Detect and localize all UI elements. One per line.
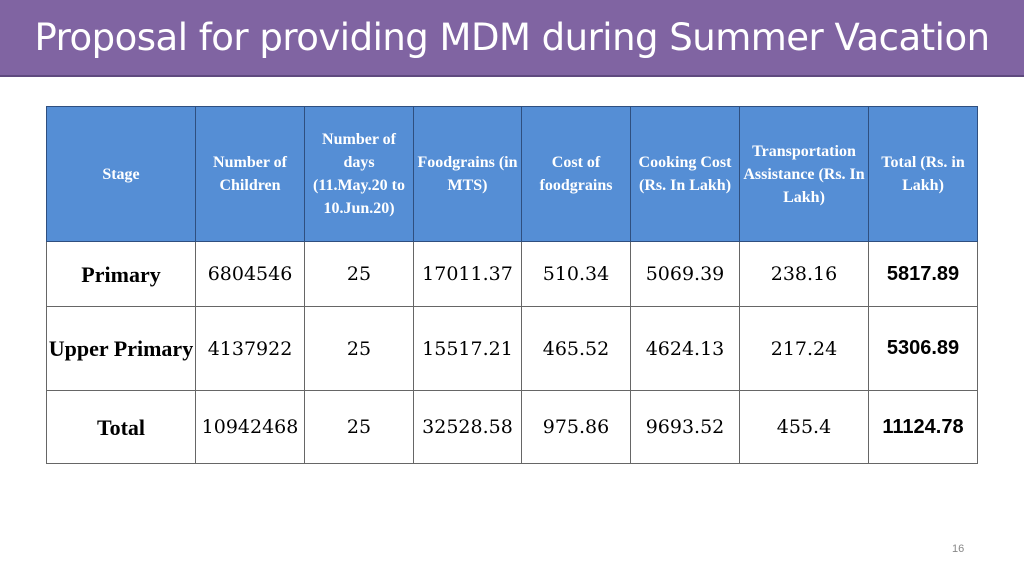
mdm-proposal-table	[46, 106, 978, 464]
cell-cooking-cost: 4624.13	[631, 307, 740, 391]
cell-total: 11124.78	[869, 391, 978, 464]
cell-days: 25	[305, 242, 414, 307]
header-number-of-children: Number of Children	[196, 107, 305, 242]
header-cost-of-foodgrains: Cost of foodgrains	[522, 107, 631, 242]
cell-children: 4137922	[196, 307, 305, 391]
cell-total: 5817.89	[869, 242, 978, 307]
cell-total: 5306.89	[869, 307, 978, 391]
cell-cooking-cost: 5069.39	[631, 242, 740, 307]
cell-days: 25	[305, 307, 414, 391]
cell-cost-foodgrains: 510.34	[522, 242, 631, 307]
cell-transport: 217.24	[740, 307, 869, 391]
page-number: 16	[952, 543, 965, 555]
header-foodgrains: Foodgrains (in MTS)	[414, 107, 522, 242]
cell-cooking-cost: 9693.52	[631, 391, 740, 464]
title-bar	[0, 0, 1024, 77]
cell-cost-foodgrains: 465.52	[522, 307, 631, 391]
cell-foodgrains: 32528.58	[414, 391, 522, 464]
cell-stage: Total	[47, 391, 196, 464]
header-stage: Stage	[47, 107, 196, 242]
cell-cost-foodgrains: 975.86	[522, 391, 631, 464]
cell-foodgrains: 15517.21	[414, 307, 522, 391]
cell-stage: Upper Primary	[47, 307, 196, 391]
header-cooking-cost: Cooking Cost (Rs. In Lakh)	[631, 107, 740, 242]
table-row-upper-primary	[47, 307, 978, 391]
header-number-of-days: Number of days (11.May.20 to 10.Jun.20)	[305, 107, 414, 242]
cell-children: 10942468	[196, 391, 305, 464]
cell-transport: 455.4	[740, 391, 869, 464]
cell-foodgrains: 17011.37	[414, 242, 522, 307]
cell-stage: Primary	[47, 242, 196, 307]
slide-title: Proposal for providing MDM during Summer Vacation	[34, 16, 990, 59]
cell-children: 6804546	[196, 242, 305, 307]
table-row-total	[47, 391, 978, 464]
header-transportation-assistance: Transportation Assistance (Rs. In Lakh)	[740, 107, 869, 242]
table-header-row	[47, 107, 978, 242]
cell-transport: 238.16	[740, 242, 869, 307]
table-row-primary	[47, 242, 978, 307]
header-total: Total (Rs. in Lakh)	[869, 107, 978, 242]
cell-days: 25	[305, 391, 414, 464]
